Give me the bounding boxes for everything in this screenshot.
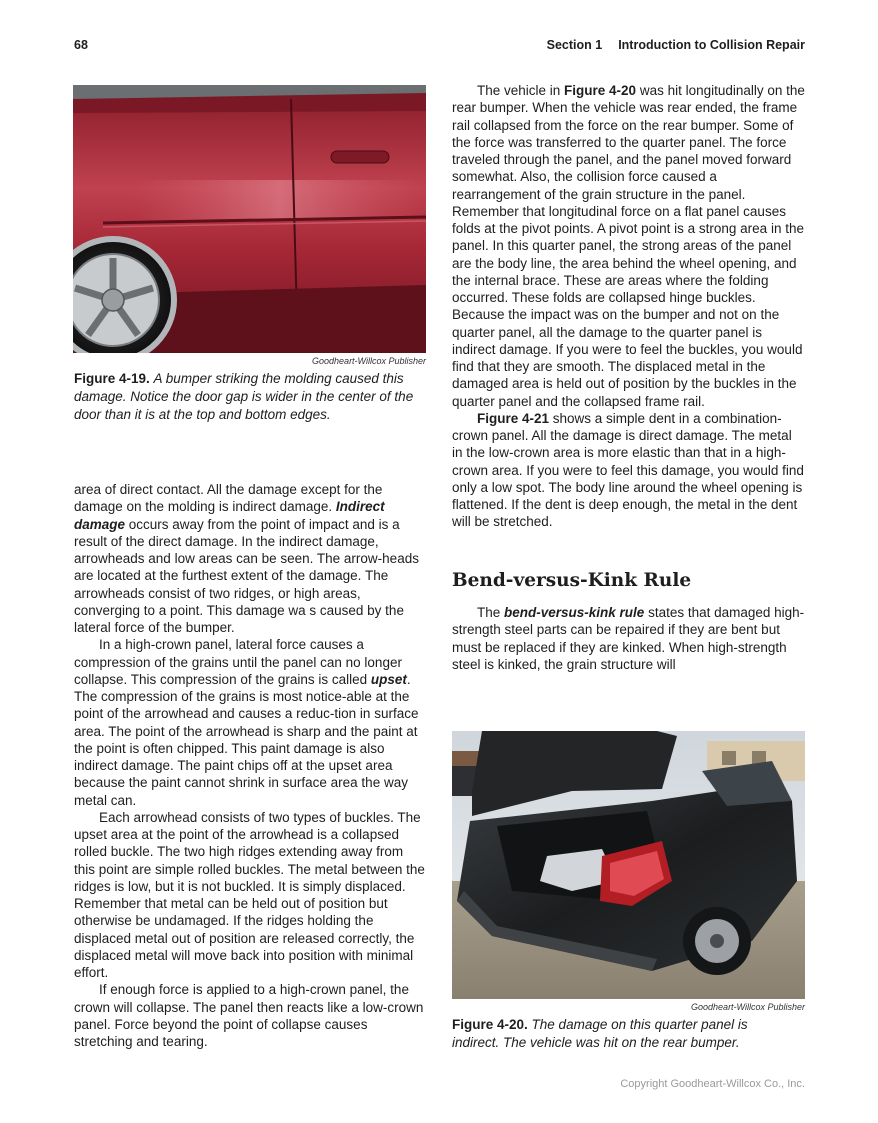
figure-4-20-caption-text: The damage on this quarter panel is indirect. The vehicle was hit on the rear bumper.: [452, 1017, 748, 1050]
figure-4-19-caption: [74, 370, 419, 424]
right-column-text: [452, 82, 805, 546]
term-upset: upset: [370, 671, 407, 687]
red-car-door-illustration: [73, 85, 426, 353]
figure-4-20-label: Figure 4-20.: [452, 1017, 528, 1032]
left-paragraph-1: area of direct contact. All the damage except for the damage on the molding is indirect damage. Indirect damage occurs away from the point of impact and is a result of the direct damage. In the indirect damage, arrowheads and low areas can be seen. The arrow-heads are located at the furthest extent of the damage. The arrowheads consist of two ridges, or high areas, converging to a point. This damage wa s caused by the lateral force of the bumper.: [74, 482, 419, 635]
figure-4-19-credit: Goodheart-Willcox Publisher: [312, 356, 426, 366]
left-paragraph-3: Each arrowhead consists of two types of buckles. The upset area at the point of the arrowhead is a collapsed rolled buckle. The two high ridges extending away from this point are simple rolled buckles. The metal between the ridges is low, but it is not buckled. It is simply displaced. Remember that metal can be held out of position but otherwise be undamaged. If the ridges holding the displaced metal out of position are released correctly, the displaced metal will move back into position with minimal effort.: [74, 809, 425, 980]
right-paragraph-1: The vehicle in Figure 4-20 was hit longitudinally on the rear bumper. When the vehicle was rear ended, the frame rail collapsed from the force on the rear bumper. Some of the force was transferred to the quarter panel. The force traveled through the panel, and the panel moved forward somewhat. Also, the collision force caused a rearrangement of the grain structure in the panel. Remember that longitudinal force on a flat panel causes folds at the pivot points. A pivot point is a strong area in the panel. In this quarter panel, the strong areas of the panel are the body line, the area behind the wheel opening, and the internal brace. These are areas where the folding occurred. These folds are collapsed hinge buckles. Because the impact was on the bumper and not on the quarter panel, all the damage to the quarter panel is indirect damage. If you were to feel the buckles, you would find that they are smooth. The displaced metal in the damaged area is held out of position by the buckles in the quarter panel and the collapsed frame rail.: [452, 83, 805, 409]
section-heading: Bend-versus-Kink Rule: [452, 570, 692, 591]
left-column-text: [74, 481, 426, 1051]
term-bend-versus-kink-rule: bend-versus-kink rule: [504, 605, 645, 620]
figure-4-19-label: Figure 4-19.: [74, 371, 150, 386]
running-header: [547, 38, 805, 52]
term-indirect-damage: Indirect damage: [74, 499, 385, 532]
black-car-trunk-illustration: [452, 731, 805, 999]
copyright-footer: Copyright Goodheart-Willcox Co., Inc.: [620, 1078, 805, 1090]
section-label: Section 1: [546, 38, 603, 52]
section-title: Introduction to Collision Repair: [618, 38, 805, 52]
ref-figure-4-20: Figure 4-20: [564, 83, 637, 98]
figure-4-19-photo: [73, 85, 426, 353]
page-number: 68: [74, 38, 88, 52]
right-paragraph-3: The bend-versus-kink rule states that damaged high-strength steel parts can be repaired if they are bent but must be replaced if they are kinked. When high-strength steel is kinked, the grain structure will: [452, 605, 805, 672]
figure-4-20-credit: Goodheart-Willcox Publisher: [691, 1002, 805, 1012]
right-column-text-2: [452, 604, 805, 674]
figure-4-20-caption: [452, 1016, 797, 1052]
ref-figure-4-21: Figure 4-21: [477, 410, 550, 426]
left-paragraph-2: In a high-crown panel, lateral force causes a compression of the grains until the panel can no longer collapse. This compression of the grains is called upset. The compression of the grains is most notice-able at the point of the arrowhead and causes a reduc-tion in surface area. The point of the arrowhead is sharp and the paint at the point is often chipped. This paint damage is also indirect damage. The paint chips off at the upset area because the paint cannot shrink in surface area the way metal can.: [74, 637, 419, 808]
figure-4-19-caption-text: A bumper striking the molding caused this damage. Notice the door gap is wider in the center of the door than it is at the top and bottom edges.: [74, 371, 414, 422]
figure-4-20-photo: [452, 731, 805, 999]
right-paragraph-2: Figure 4-21 shows a simple dent in a combination-crown panel. All the damage is direct damage. The metal in the low-crown area is more elastic than that in a high-crown area. If you were to feel this damage, you would find only a low spot. The body line around the wheel opening is flattened. If the dent is deep enough, the metal in the dent will be stretched.: [452, 410, 804, 530]
left-paragraph-4: If enough force is applied to a high-crown panel, the crown will collapse. The panel then reacts like a low-crown panel. Force beyond the point of collapse causes stretching and tearing.: [74, 982, 424, 1049]
